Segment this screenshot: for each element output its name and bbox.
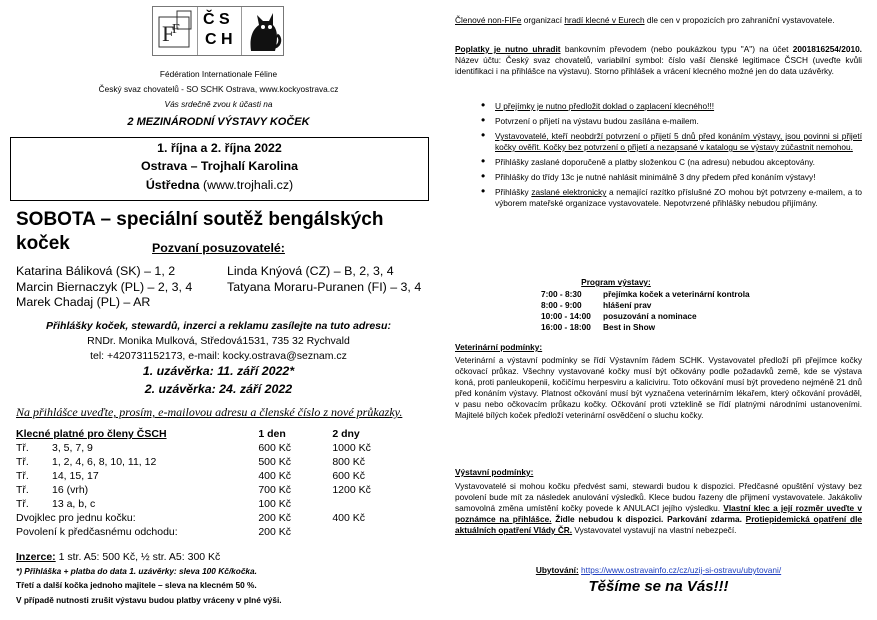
judge-item: Marcin Biernaczyk (PL) – 2, 3, 4: [16, 279, 193, 294]
show-title: 2 MEZINÁRODNÍ VÝSTAVY KOČEK: [127, 116, 310, 128]
cat-logo-part: [241, 7, 283, 55]
advert-text: 1 str. A5: 500 Kč, ½ str. A5: 300 Kč: [58, 551, 221, 563]
event-place-url: (www.trojhali.cz): [202, 178, 294, 192]
federation-name: Fédération Internationale Féline: [159, 69, 278, 79]
deadline-1: 1. uzávěrka: 11. září 2022*: [142, 364, 295, 378]
nonfife-paragraph: Členové non-FIFe organizací hradí klecné v Eurech dle cen v propozicích pro zahraniční vystavovatele.: [455, 15, 835, 25]
fife-logo-part: [153, 7, 198, 55]
rule-item: • Přihlášky zaslané doporučeně a platby složenkou C (na adresu) nebudou akceptovány.: [455, 157, 862, 168]
advert-prices: [16, 550, 416, 564]
payment-paragraph: Poplatky je nutno uhradit bankovním převodem (nebo poukázkou typu "A") na účet 2001816254/2010. Název účtu: Český svaz chovatelů, variabilní symbol: číslo vaší členské legitimace ČSCH (uveďte kvůli identifikaci i na přihlášce na výstavu). Storno přihlášek a vrácení klecného možné jen do data uzávěrky.: [455, 44, 862, 76]
fees-row: Tř. 14, 15, 17 400 Kč 600 Kč: [16, 470, 366, 482]
saturday-heading: SOBOTA – speciální soutěž bengálských koček: [16, 209, 384, 254]
lodging-line: [455, 565, 862, 576]
invite-text: Vás srdečně zvou k účasti na: [164, 99, 273, 109]
early-discount: *) Přihláška + platba do data 1. uzávěrky: sleva 100 Kč/kočka.: [16, 566, 257, 576]
judges-heading: Pozvaní posuzovatelé:: [152, 241, 285, 255]
svg-text:F: F: [162, 21, 175, 46]
fees-row: Dvojklec pro jednu kočku: 200 Kč 400 Kč: [16, 512, 366, 524]
judge-item: Linda Knýová (CZ) – B, 2, 3, 4: [227, 264, 394, 278]
deadline-2: 2. uzávěrka: 24. září 2022: [144, 382, 293, 396]
program-row: 8:00 - 9:00 hlášení prav: [541, 300, 652, 310]
cat-silhouette-icon: [241, 7, 283, 55]
rules-list: [455, 101, 862, 211]
judges-col-2: [227, 264, 437, 295]
exhibition-title: Výstavní podmínky:: [455, 467, 534, 477]
fees-col-2-days: 2 dny: [332, 428, 360, 440]
lodging-label: Ubytování:: [535, 565, 579, 575]
program-table: [541, 289, 750, 333]
judge-item: Tatyana Moraru-Puranen (FI) – 3, 4: [227, 279, 422, 294]
fees-row: Tř. 13 a, b, c 100 Kč: [16, 498, 292, 510]
vet-text: Veterinární a výstavní podmínky se řídí Výstavním řádem SCHK. Vystavovatel předloží při přejímce kočky očkovací průkaz. Všechny vystavované kočky musí být očkovány podle požadavků země, kde se výstava koná, proti panleukopenii, kočičímu herpesviru a kaliciviru. Toto očkování musí být provedeno nejméně 21 dnů před konáním výstavy. Platnost očkování musí být vyznačena veterinárním lékařem, který očkování prováděl, v pasu nebo očkovacím průkazu kočky. Očkování proti vzteklině se řídí platnými národními ustanoveními. Majitelé bílých koček předloží veterinární osvědčení o sluchu kočky.: [455, 355, 862, 420]
fees-row: Povolení k předčasnému odchodu: 200 Kč: [16, 526, 292, 538]
application-note: Na přihlášce uveďte, prosím, e-mailovou adresu a členské číslo z nové průkazky.: [16, 405, 403, 419]
contact-phone-email: tel: +420731152173, e-mail: kocky.ostrava@seznam.cz: [90, 350, 347, 362]
fees-table: [16, 428, 376, 540]
event-place: [11, 178, 428, 194]
fees-header-row: [16, 428, 376, 442]
fees-row: Tř. 3, 5, 7, 9 600 Kč 1000 Kč: [16, 442, 371, 454]
program-title: Program výstavy:: [581, 277, 651, 287]
rule-item: • Přihlášky zaslané elektronicky a nemající razítko příslušné ZO mohou být potvrzeny e-mailem, a to výborem mateřské organizace vystavovatele. Nepotvrzené přihlášky nebudou přijímány.: [455, 187, 862, 209]
rule-item: • Vystavovatelé, kteří neobdrží potvrzení o přijetí 5 dnů před konáním výstavy, jsou povinni si přijetí kočky ověřit. Kočky bez potvrzení o přijetí a nezapsané v katalogu se výstavy zúčastnit nemohou.: [455, 131, 862, 153]
advert-label: Inzerce:: [16, 551, 56, 563]
club-name: Český svaz chovatelů - SO SCHK Ostrava, www.kockyostrava.cz: [98, 84, 339, 94]
judge-item: Katarina Báliková (SK) – 1, 2: [16, 264, 176, 278]
closing-text: Těšíme se na Vás!!!: [588, 578, 729, 595]
fees-row: Tř. 16 (vrh) 700 Kč 1200 Kč: [16, 484, 371, 496]
svg-text:F: F: [172, 22, 180, 37]
program-row: 16:00 - 18:00 Best in Show: [541, 322, 656, 332]
fees-heading: Klecné platné pro členy ČSCH: [16, 428, 167, 440]
rule-item: • Přihlášky do třídy 13c je nutné nahlásit minimálně 3 dny předem před konáním výstavy!: [455, 172, 862, 183]
rule-item: • U přejímky je nutno předložit doklad o zaplacení klecného!!!: [455, 101, 862, 112]
refund-note: V případě nutnosti zrušit výstavu budou platby vráceny v plné výši.: [16, 595, 282, 605]
rule-item: • Potvrzení o přijetí na výstavu budou zasílána e-mailem.: [455, 116, 862, 127]
fife-cscsh-logo: [152, 6, 284, 56]
program-row: 10:00 - 14:00 posuzování a nominace: [541, 311, 697, 321]
contact-address: RNDr. Monika Mulková, Středová1531, 735 32 Rychvald: [87, 335, 350, 347]
cssch-logo-part: [197, 7, 242, 55]
lodging-link[interactable]: https://www.ostravainfo.cz/cz/uzij-si-ostravu/ubytovani/: [581, 565, 782, 575]
logo-text-ch: C H: [205, 31, 233, 48]
event-date: 1. října a 2. října 2022: [157, 141, 282, 155]
contact-intro: Přihlášky koček, stewardů, inzerci a reklamu zasílejte na tuto adresu:: [46, 320, 391, 332]
judge-item: Marek Chadaj (PL) – AR: [16, 295, 151, 309]
judges-col-1: [16, 264, 226, 311]
exhibition-text: Vystavovatelé si mohou kočku předvést sami, stewardi budou k dispozici. Předčasné opuštění výstavy bez povolení bude mít za následek anulování výsledků. Klece budou řazeny dle přijmení vystavovatele. Jakákoliv samovolná změna umístění kočky povede k ANULACI jejího výsledku. Vlastní klec a její rozměr uveďte v poznámce na přihlášce. Židle nebudou k dispozici. Parkování zdarma. Protiepidemická opatření dle aktuálních opatření Vlády ČR. Vystavovatel vystavují na vlastní nebezpečí.: [455, 481, 863, 535]
logo-text-cs: Č S: [203, 11, 230, 28]
fees-row: Tř. 1, 2, 4, 6, 8, 10, 11, 12 500 Kč 800 Kč: [16, 456, 366, 468]
fees-col-1-day: 1 den: [258, 428, 286, 440]
vet-title: Veterinární podmínky:: [455, 342, 543, 352]
fife-emblem-icon: [153, 7, 197, 55]
program-row: 7:00 - 8:30 přejímka koček a veterinární kontrola: [541, 289, 750, 299]
event-venue: Ostrava – Trojhalí Karolina: [140, 159, 298, 173]
event-place-name: Ústředna: [145, 178, 200, 192]
third-cat-discount: Třetí a další kočka jednoho majitele – sleva na klecném 50 %.: [16, 580, 257, 590]
event-box: [10, 137, 429, 201]
